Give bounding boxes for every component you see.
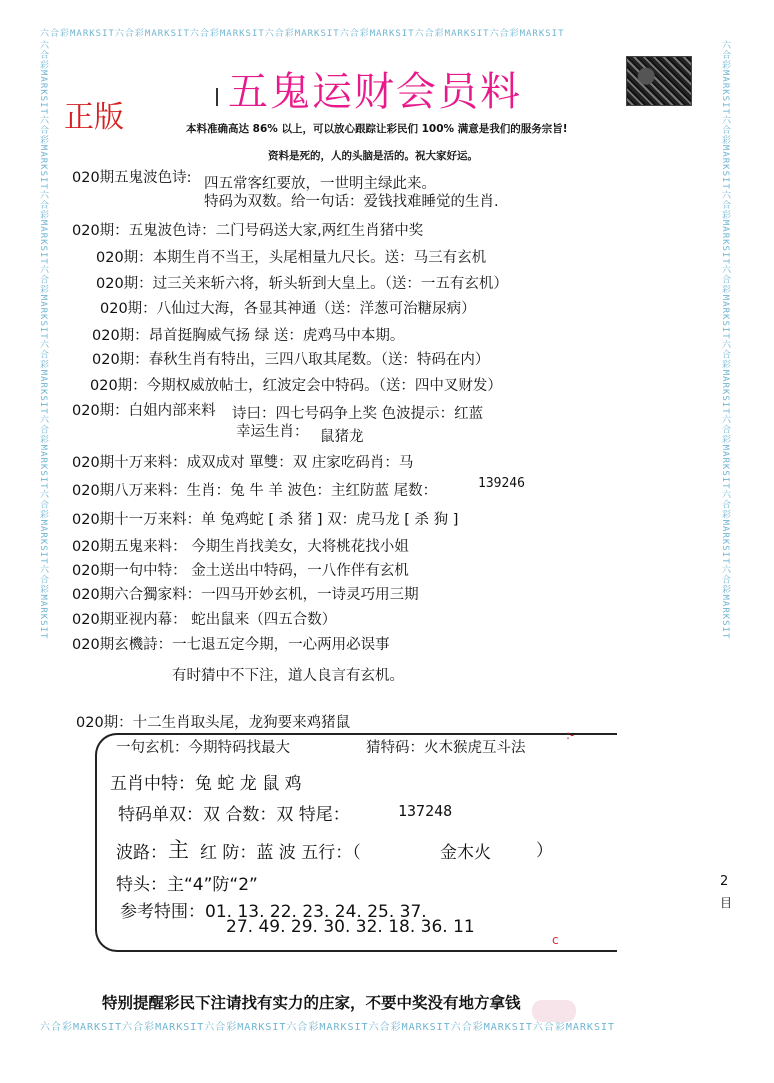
- line-authority-tip: 020期：今期权威放帖士，红波定会中特码。（送：四中叉财发）: [90, 378, 502, 394]
- line-five-ghost-poem-hint: 特码为双数。给一句话：爱钱找难睡觉的生肖.: [204, 194, 499, 210]
- line-lucky-zodiac-value: 鼠猪龙: [320, 429, 364, 445]
- line-one-phrase-special: 020期一句中特： 金土送出中特码，一八作伴有玄机: [72, 563, 409, 579]
- genuine-label: 正版: [64, 100, 124, 135]
- watermark-border-top: 六合彩MARKSIT六合彩MARKSIT六合彩MARKSIT六合彩MARKSIT六合彩MARKSIT六合彩MARKSIT六合彩MARKSIT: [40, 29, 565, 39]
- box-special-head: 特头：主“4”防“2”: [116, 875, 258, 895]
- box-one-phrase: 一句玄机：今期特码找最大: [116, 740, 290, 756]
- line-mystic-poem: 020期玄機詩：一七退五定今期，一心两用必误事: [72, 637, 390, 653]
- box-wave-detail: 红 防：蓝 波 五行：（: [200, 843, 361, 863]
- box-tail-numbers: 137248: [398, 802, 453, 820]
- qr-code-image: [626, 56, 692, 106]
- box-five-elements-close: ）: [536, 841, 553, 861]
- margin-mark-glyph: 目: [720, 896, 733, 910]
- red-bracket-mark: :-: [566, 728, 575, 742]
- box-five-elements: 金木火: [440, 843, 491, 863]
- watermark-border-bottom: 六合彩MARKSIT六合彩MARKSIT六合彩MARKSIT六合彩MARKSIT六合彩MARKSIT六合彩MARKSIT六合彩MARKSIT: [40, 1022, 616, 1032]
- line-five-ghost-source: 020期五鬼来料： 今期生肖找美女，大将桃花找小姐: [72, 539, 409, 555]
- watermark-border-right: 六合彩MARKSIT六合彩MARKSIT六合彩MARKSIT六合彩MARKSIT六合彩MARKSIT六合彩MARKSIT六合彩MARKSIT六合彩MARKSIT: [720, 40, 730, 640]
- line-head-held-high: 020期：昂首挺胸威气扬 绿 送：虎鸡马中本期。: [92, 328, 405, 344]
- margin-mark-number: 2: [720, 874, 729, 889]
- watermark-border-left: 六合彩MARKSIT六合彩MARKSIT六合彩MARKSIT六合彩MARKSIT六合彩MARKSIT六合彩MARKSIT六合彩MARKSIT六合彩MARKSIT: [38, 40, 48, 640]
- title-divider: [216, 88, 218, 106]
- line-spring-autumn: 020期：春秋生肖有特出，三四八取其尾数。（送：特码在内）: [92, 352, 490, 368]
- line-80k-tail-numbers: 139246: [478, 476, 525, 491]
- red-circle-mark: c: [552, 933, 559, 947]
- line-zodiac-not-king: 020期：本期生肖不当王，头尾相量九尺长。送：马三有玄机: [96, 250, 487, 266]
- box-wave-label: 波路：: [116, 843, 167, 863]
- footer-reminder: 特别提醒彩民下注请找有实力的庄家，不要中奖没有地方拿钱: [102, 994, 521, 1012]
- line-five-ghost-poem-label: 020期五鬼波色诗:: [72, 170, 192, 186]
- line-100k-source: 020期十万来料：成双成对 單雙：双 庄家吃码肖：马: [72, 455, 414, 471]
- line-twelve-zodiac: 020期：十二生肖取头尾，龙狗要来鸡猪鼠: [76, 715, 351, 731]
- box-wave-main: 主: [168, 838, 189, 862]
- line-pass-three-gates: 020期：过三关来斩六将，斩头斩到大皇上。（送：一五有玄机）: [96, 276, 508, 292]
- line-eight-immortals: 020期：八仙过大海，各显其神通（送：洋葱可治糖尿病）: [100, 301, 476, 317]
- line-110k-source: 020期十一万来料：单 兔鸡蛇 [ 杀 猪 ] 双：虎马龙 [ 杀 狗 ]: [72, 512, 459, 528]
- line-mystic-advice: 有时猜中不下注，道人良言有玄机。: [172, 668, 404, 684]
- line-bai-jie-poem: 诗曰：四七号码争上奖 色波提示：红蓝: [232, 406, 484, 422]
- page-title: 五鬼运财会员料: [228, 69, 522, 115]
- box-five-zodiac: 五肖中特：兔 蛇 龙 鼠 鸡: [110, 774, 302, 794]
- line-bai-jie-label: 020期：白姐内部来料: [72, 403, 216, 419]
- line-wave-poem: 020期：五鬼波色诗：二门号码送大家,两红生肖猪中奖: [72, 223, 424, 239]
- line-liuhe-exclusive: 020期六合獨家料：一四马开妙玄机，一诗灵巧用三期: [72, 587, 419, 603]
- line-lucky-zodiac-label: 幸运生肖：: [236, 424, 309, 440]
- slogan-line-2: 资料是死的，人的头脑是活的。祝大家好运。: [268, 150, 478, 162]
- slogan-line-1: 本料准确高达 86% 以上，可以放心跟踪让彩民们 100% 满意是我们的服务宗旨!: [186, 123, 568, 135]
- box-reference-range-1: 参考特围：01. 13. 22. 23. 24. 25. 37.: [120, 902, 427, 922]
- line-80k-source: 020期八万来料：生肖：兔 牛 羊 波色：主红防蓝 尾数：: [72, 483, 438, 499]
- box-guess-special: 猜特码：火木猴虎互斗法: [366, 740, 526, 756]
- red-smudge: [532, 1000, 576, 1022]
- line-five-ghost-poem-text: 四五常客红要放，一世明主绿此来。: [204, 176, 436, 192]
- box-odd-even: 特码单双：双 合数：双 特尾：: [118, 805, 350, 825]
- line-atv-inside: 020期亚视内幕： 蛇出鼠来（四五合数）: [72, 612, 337, 628]
- box-reference-range-2: 27. 49. 29. 30. 32. 18. 36. 11: [226, 917, 475, 937]
